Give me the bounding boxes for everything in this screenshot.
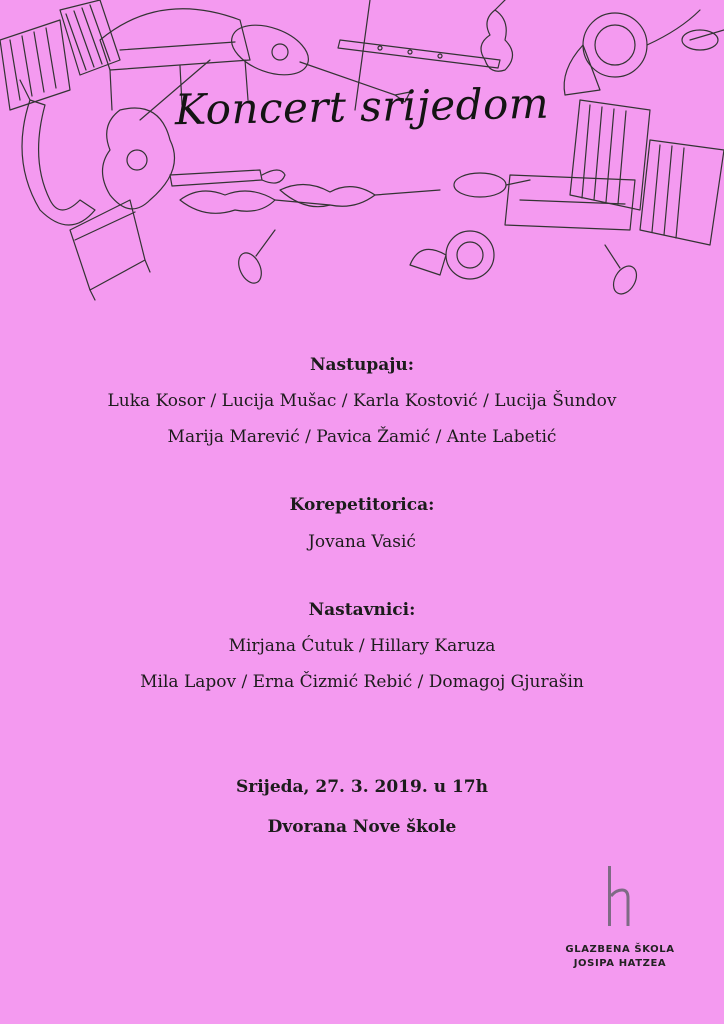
- performers-heading: Nastupaju:: [309, 355, 415, 375]
- trumpet-drawing: [170, 170, 285, 186]
- drum-drawing: [505, 175, 635, 230]
- teachers-line-2: Mila Lapov / Erna Čizmić Rebić / Domagoj Gjurašin: [140, 672, 584, 692]
- violin-drawing: [481, 0, 513, 71]
- event-date: Srijeda, 27. 3. 2019. u 17h: [235, 777, 488, 797]
- school-logo: [560, 866, 680, 976]
- upright-piano-drawing: [70, 200, 150, 300]
- performers-line-2: Marija Marević / Pavica Žamić / Ante Labetić: [167, 427, 557, 447]
- small-violin-drawing: [234, 230, 641, 298]
- instrument-drawings: [0, 0, 724, 310]
- violin-right-drawing: [682, 30, 724, 50]
- logo-text-line-2: JOSIPA HATZEA: [573, 958, 667, 969]
- performers-line-1: Luka Kosor / Lucija Mušac / Karla Kostović / Lucija Šundov: [107, 391, 617, 411]
- concert-title: Koncert srijedom: [174, 78, 550, 135]
- school-h-logo-icon: [604, 866, 636, 928]
- teachers-line-1: Mirjana Ćutuk / Hillary Karuza: [228, 636, 496, 656]
- event-venue: Dvorana Nove škole: [267, 817, 457, 837]
- violin-row-drawing: [180, 173, 530, 213]
- accompanist-name: Jovana Vasić: [308, 532, 416, 552]
- french-horn-lower-drawing: [410, 231, 494, 279]
- teachers-heading: Nastavnici:: [308, 600, 416, 620]
- accompanist-heading: Korepetitorica:: [289, 495, 435, 515]
- logo-text-line-1: GLAZBENA ŠKOLA: [565, 944, 675, 955]
